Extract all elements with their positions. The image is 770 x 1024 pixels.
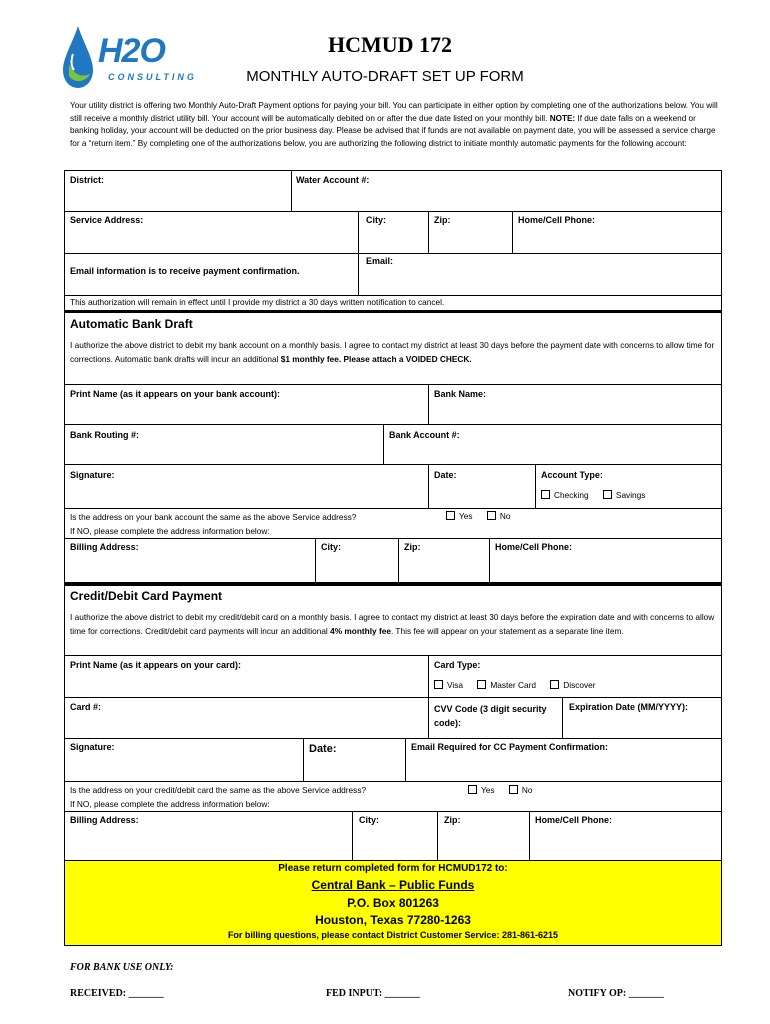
return-po-box: P.O. Box 801263 xyxy=(347,896,439,910)
cc-email-field[interactable]: Email Required for CC Payment Confirmation: xyxy=(411,742,609,752)
card-print-name-field[interactable]: Print Name (as it appears on your card): xyxy=(70,660,242,670)
service-address-field[interactable]: Service Address: xyxy=(70,215,144,225)
visa-checkbox[interactable]: Visa xyxy=(434,679,463,692)
bank-name-field[interactable]: Bank Name: xyxy=(434,389,487,399)
bank-routing-field[interactable]: Bank Routing #: xyxy=(70,430,139,440)
bank-print-name-field[interactable]: Print Name (as it appears on your bank account): xyxy=(70,389,281,399)
bank-same-address-question: Is the address on your bank account the same as the above Service address? xyxy=(70,512,357,522)
logo-subtitle: CONSULTING xyxy=(108,72,197,82)
service-zip-field[interactable]: Zip: xyxy=(434,215,451,225)
account-type-label: Account Type: xyxy=(541,470,603,480)
card-payment-heading: Credit/Debit Card Payment xyxy=(70,589,223,603)
card-number-field[interactable]: Card #: xyxy=(70,702,102,712)
card-address-yes-checkbox[interactable]: Yes xyxy=(468,784,495,797)
card-billing-address-field[interactable]: Billing Address: xyxy=(70,815,139,825)
intro-paragraph: Your utility district is offering two Monthly Auto-Draft Payment options for paying your bill. You can participate in either option by completing one of the authorizations below. You will still receive a monthly district utility bill. Your account will be automatically debited on or after the due date listed on your monthly bill. NOTE: If due date falls on a weekend or banking holiday, your account will be deducted on the prior business day. Please be advised that if funds are not available on payment date, you will be assessed a service charge for a “return item.” By completing one of the authorizations below, you are authorizing the following district to initiate monthly automatic payments for the following account: xyxy=(70,101,718,148)
email-info-label: Email information is to receive payment confirmation. xyxy=(70,266,300,276)
bank-signature-field[interactable]: Signature: xyxy=(70,470,115,480)
bank-account-field[interactable]: Bank Account #: xyxy=(389,430,460,440)
logo-brand: H2O xyxy=(98,32,165,70)
bank-address-no-checkbox[interactable]: No xyxy=(487,510,511,523)
card-same-address-question: Is the address on your credit/debit card the same as the above Service address? xyxy=(70,785,367,795)
savings-checkbox[interactable]: Savings xyxy=(603,489,646,502)
water-drop-icon xyxy=(60,24,96,90)
notify-op-field[interactable]: NOTIFY OP: _______ xyxy=(568,988,664,999)
bank-billing-phone-field[interactable]: Home/Cell Phone: xyxy=(495,542,573,552)
discover-checkbox[interactable]: Discover xyxy=(550,679,595,692)
card-fee: 4% monthly fee xyxy=(330,626,391,636)
authorization-note: This authorization will remain in effect until I provide my district a 30 days written notification to cancel. xyxy=(70,297,445,307)
card-signature-field[interactable]: Signature: xyxy=(70,742,115,752)
fed-input-field[interactable]: FED INPUT: _______ xyxy=(326,988,420,999)
card-date-field[interactable]: Date: xyxy=(309,743,337,755)
card-payment-terms: I authorize the above district to debit my credit/debit card on a monthly basis. I agree to contact my district at least 30 days before the expiration date and with concerns to allow time for corrections. Credit/debit card payments will incur an additional 4% monthly fee. This fee will appear on your statement as a separate line item. xyxy=(70,612,715,636)
return-bank-name: Central Bank – Public Funds xyxy=(311,878,475,892)
logo xyxy=(58,22,197,94)
form-subtitle: MONTHLY AUTO-DRAFT SET UP FORM xyxy=(246,68,524,85)
received-field[interactable]: RECEIVED: _______ xyxy=(70,988,164,999)
bank-fee: $1 monthly fee xyxy=(280,354,339,364)
note-label: NOTE: xyxy=(549,113,576,123)
expiration-date-field[interactable]: Expiration Date (MM/YYYY): xyxy=(569,702,689,712)
card-billing-phone-field[interactable]: Home/Cell Phone: xyxy=(535,815,613,825)
bank-if-no-note: If NO, please complete the address information below: xyxy=(70,526,270,536)
email-field[interactable]: Email: xyxy=(366,256,394,266)
form-title: HCMUD 172 xyxy=(327,32,453,57)
card-type-label: Card Type: xyxy=(434,660,481,670)
return-city-zip: Houston, Texas 77280-1263 xyxy=(315,913,471,927)
district-label: District: xyxy=(70,175,105,185)
checking-checkbox[interactable]: Checking xyxy=(541,489,589,502)
bank-billing-city-field[interactable]: City: xyxy=(321,542,341,552)
cvv-field[interactable]: CVV Code (3 digit security code): xyxy=(434,704,547,728)
bank-billing-address-field[interactable]: Billing Address: xyxy=(70,542,139,552)
card-address-no-checkbox[interactable]: No xyxy=(509,784,533,797)
mastercard-checkbox[interactable]: Master Card xyxy=(477,679,536,692)
bank-date-field[interactable]: Date: xyxy=(434,470,457,480)
billing-questions-contact: For billing questions, please contact District Customer Service: 281-861-6215 xyxy=(227,930,559,940)
service-phone-field[interactable]: Home/Cell Phone: xyxy=(518,215,596,225)
service-city-field[interactable]: City: xyxy=(366,215,386,225)
bank-draft-heading: Automatic Bank Draft xyxy=(70,317,193,331)
bank-draft-terms: I authorize the above district to debit my bank account on a monthly basis. I agree to contact my district at least 30 days before the payment date with concerns to allow time for corrections. Automatic bank drafts will incur an additional $1 monthly fee. Please attach a VOIDED CHECK. xyxy=(70,340,715,364)
card-billing-city-field[interactable]: City: xyxy=(359,815,379,825)
card-billing-zip-field[interactable]: Zip: xyxy=(444,815,461,825)
water-account-field[interactable]: Water Account #: xyxy=(296,175,370,185)
account-info-section xyxy=(64,170,722,312)
bank-address-yes-checkbox[interactable]: Yes xyxy=(446,510,473,523)
return-instruction: Please return completed form for HCMUD172 to: xyxy=(278,863,508,874)
bank-billing-zip-field[interactable]: Zip: xyxy=(404,542,421,552)
bank-use-title: FOR BANK USE ONLY: xyxy=(70,962,174,973)
card-if-no-note: If NO, please complete the address information below: xyxy=(70,799,270,809)
